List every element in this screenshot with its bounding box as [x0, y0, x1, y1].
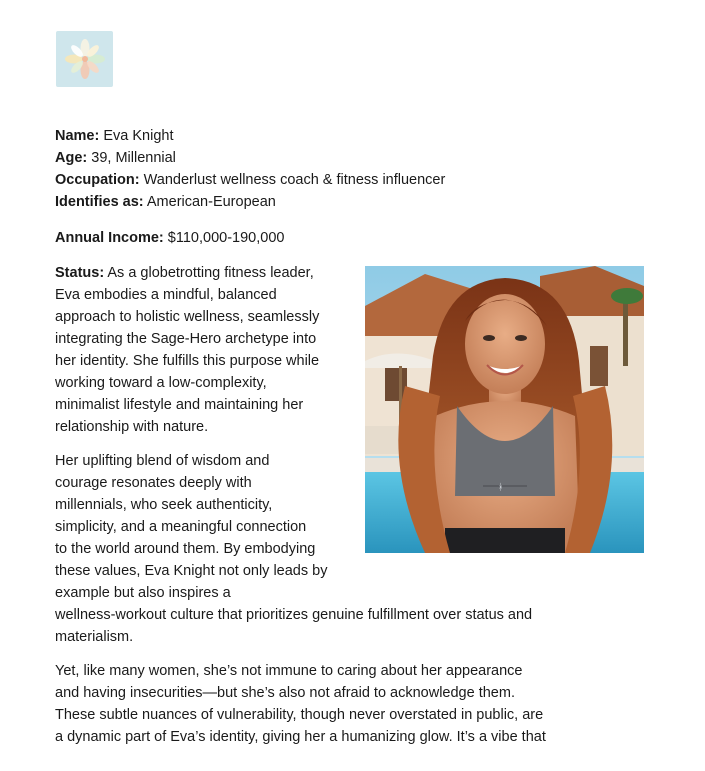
income-label: Annual Income:: [55, 230, 164, 246]
identifies-row: [55, 191, 655, 213]
paragraph-line: to the world around them. By embodying: [55, 541, 316, 557]
status-line: working toward a low-complexity,: [55, 375, 267, 391]
svg-text:ᚼ: ᚼ: [498, 483, 504, 493]
status-line: her identity. She fulfills this purpose while: [55, 353, 320, 369]
name-row: [55, 125, 655, 147]
occupation-row: [55, 169, 655, 191]
paragraph-line: Yet, like many women, she’s not immune to caring about her appearance: [55, 663, 523, 679]
vulnerability-paragraph: [55, 660, 575, 748]
age-row: [55, 147, 655, 169]
status-line-text: As a globetrotting fitness leader,: [104, 265, 314, 281]
occupation-label: Occupation:: [55, 172, 140, 188]
status-line: minimalist lifestyle and maintaining her: [55, 397, 304, 413]
logo: [56, 31, 113, 87]
profile-fields: [55, 125, 655, 213]
name-value: Eva Knight: [103, 128, 174, 144]
paragraph-line: these values, Eva Knight not only leads by: [55, 563, 328, 579]
persona-photo-illustration: [365, 266, 644, 553]
paragraph-line: example but also inspires a: [55, 585, 231, 601]
status-line: Eva embodies a mindful, balanced: [55, 287, 277, 303]
paragraph-line: and having insecurities—but she’s also not afraid to acknowledge them.: [55, 685, 515, 701]
paragraph-line: millennials, who seek authenticity,: [55, 497, 273, 513]
paragraph-line: Her uplifting blend of wisdom and: [55, 453, 270, 469]
name-label: Name:: [55, 128, 100, 144]
age-value: 39, Millennial: [91, 150, 176, 166]
status-line: integrating the Sage-Hero archetype into: [55, 331, 317, 347]
paragraph-line: courage resonates deeply with: [55, 475, 252, 491]
occupation-value: Wanderlust wellness coach & fitness influencer: [143, 172, 446, 188]
status-line: approach to holistic wellness, seamlessly: [55, 309, 320, 325]
flower-logo-icon: [56, 31, 113, 87]
paragraph-line: wellness-workout culture that prioritizes genuine fulfillment over status and: [55, 607, 533, 623]
paragraph-line: These subtle nuances of vulnerability, though never overstated in public, are: [55, 707, 544, 723]
identifies-value: American-European: [146, 194, 276, 210]
status-line: relationship with nature.: [55, 419, 209, 435]
income-row: [55, 227, 284, 249]
paragraph-line: a dynamic part of Eva’s identity, giving her a humanizing glow. It’s a vibe that: [55, 729, 546, 745]
paragraph-line: materialism.: [55, 629, 134, 645]
paragraph-line: simplicity, and a meaningful connection: [55, 519, 307, 535]
persona-photo: [365, 266, 644, 553]
identifies-label: Identifies as:: [55, 194, 144, 210]
age-label: Age:: [55, 150, 88, 166]
income-value: $110,000-190,000: [167, 230, 285, 246]
status-label: Status:: [55, 265, 105, 281]
